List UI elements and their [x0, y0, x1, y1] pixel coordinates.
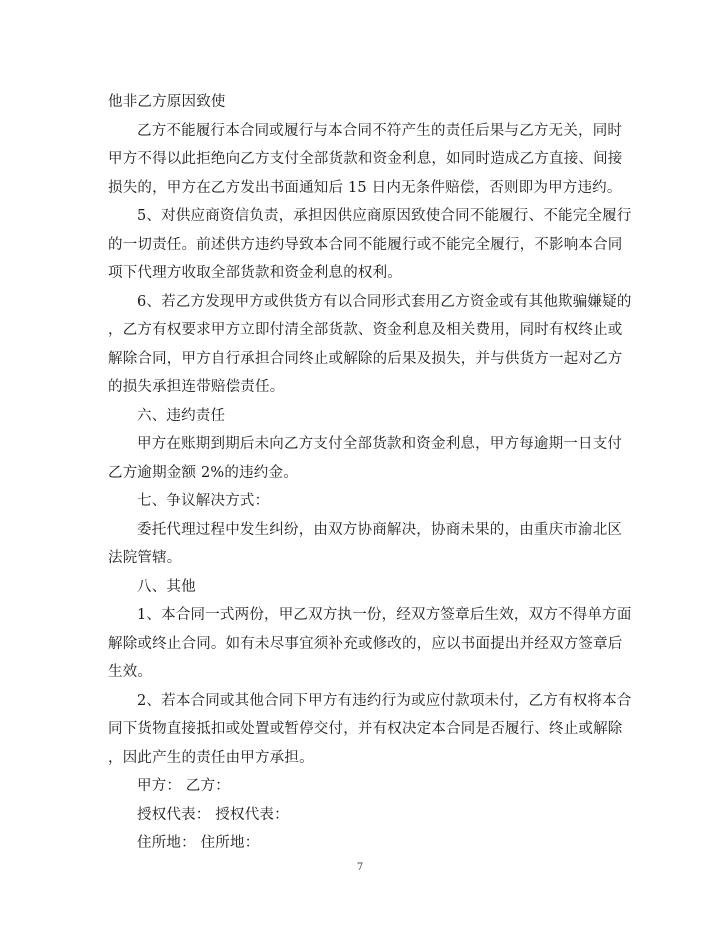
text-line: 损失的，甲方在乙方发出书面通知后 15 日内无条件赔偿，否则即为甲方违约。 [108, 179, 622, 196]
section-heading-other: 八、其他 [137, 578, 196, 595]
page-number: 7 [356, 862, 364, 873]
text-line: 甲方在账期到期后未向乙方支付全部货款和资金利息，甲方每逾期一日支付 [137, 436, 623, 452]
text-line: 1、本合同一式两份，甲乙双方执一份，经双方签章后生效，双方不得单方面 [137, 607, 632, 623]
text-line: 的一切责任。前述供方违约导致本合同不能履行或不能完全履行，不影响本合同 [108, 236, 623, 253]
text-line: 项下代理方收取全部货款和资金利息的权利。 [108, 265, 402, 281]
signature-party-line: 甲方： 乙方： [137, 778, 231, 794]
text-line: 委托代理过程中发生纠纷，由双方协商解决，协商未果的，由重庆市渝北区 [137, 521, 623, 538]
text-line: 5、对供应商资信负责，承担因供应商原因致使合同不能履行、不能完全履行 [137, 208, 632, 224]
signature-address-line: 住所地： 住所地： [137, 835, 260, 851]
text-line: 6、若乙方发现甲方或供货方有以合同形式套用乙方资金或有其他欺骗嫌疑的 [137, 293, 632, 310]
text-line: 解除合同，甲方自行承担合同终止或解除的后果及损失，并与供货方一起对乙方 [108, 350, 623, 367]
text-line: 的损失承担连带赔偿责任。 [108, 379, 285, 395]
text-line: 解除或终止合同。如有未尽事宜须补充或修改的，应以书面提出并经双方签章后 [108, 635, 623, 652]
text-line: ，因此产生的责任由甲方承担。 [108, 749, 314, 766]
text-line: 2、若本合同或其他合同下甲方有违约行为或应付款项未付，乙方有权将本合 [137, 692, 632, 709]
text-line: 乙方不能履行本合同或履行与本合同不符产生的责任后果与乙方无关，同时 [137, 122, 623, 139]
text-line: 乙方逾期金额 2%的违约金。 [108, 464, 298, 481]
text-line: 他非乙方原因致使 [108, 94, 226, 110]
signature-representative-line: 授权代表： 授权代表： [137, 806, 289, 823]
section-heading-dispute: 七、争议解决方式： [137, 493, 270, 509]
section-heading-breach: 六、违约责任 [137, 407, 226, 424]
text-line: 法院管辖。 [108, 550, 182, 566]
text-line: ，乙方有权要求甲方立即付清全部货款、资金利息及相关费用，同时有权终止或 [108, 322, 623, 338]
text-line: 同下货物直接抵扣或处置或暂停交付，并有权决定本合同是否履行、终止或解除 [108, 721, 623, 737]
text-line: 生效。 [108, 664, 153, 680]
text-line: 甲方不得以此拒绝向乙方支付全部货款和资金利息，如同时造成乙方直接、间接 [108, 151, 623, 167]
contract-text-body [108, 88, 632, 858]
